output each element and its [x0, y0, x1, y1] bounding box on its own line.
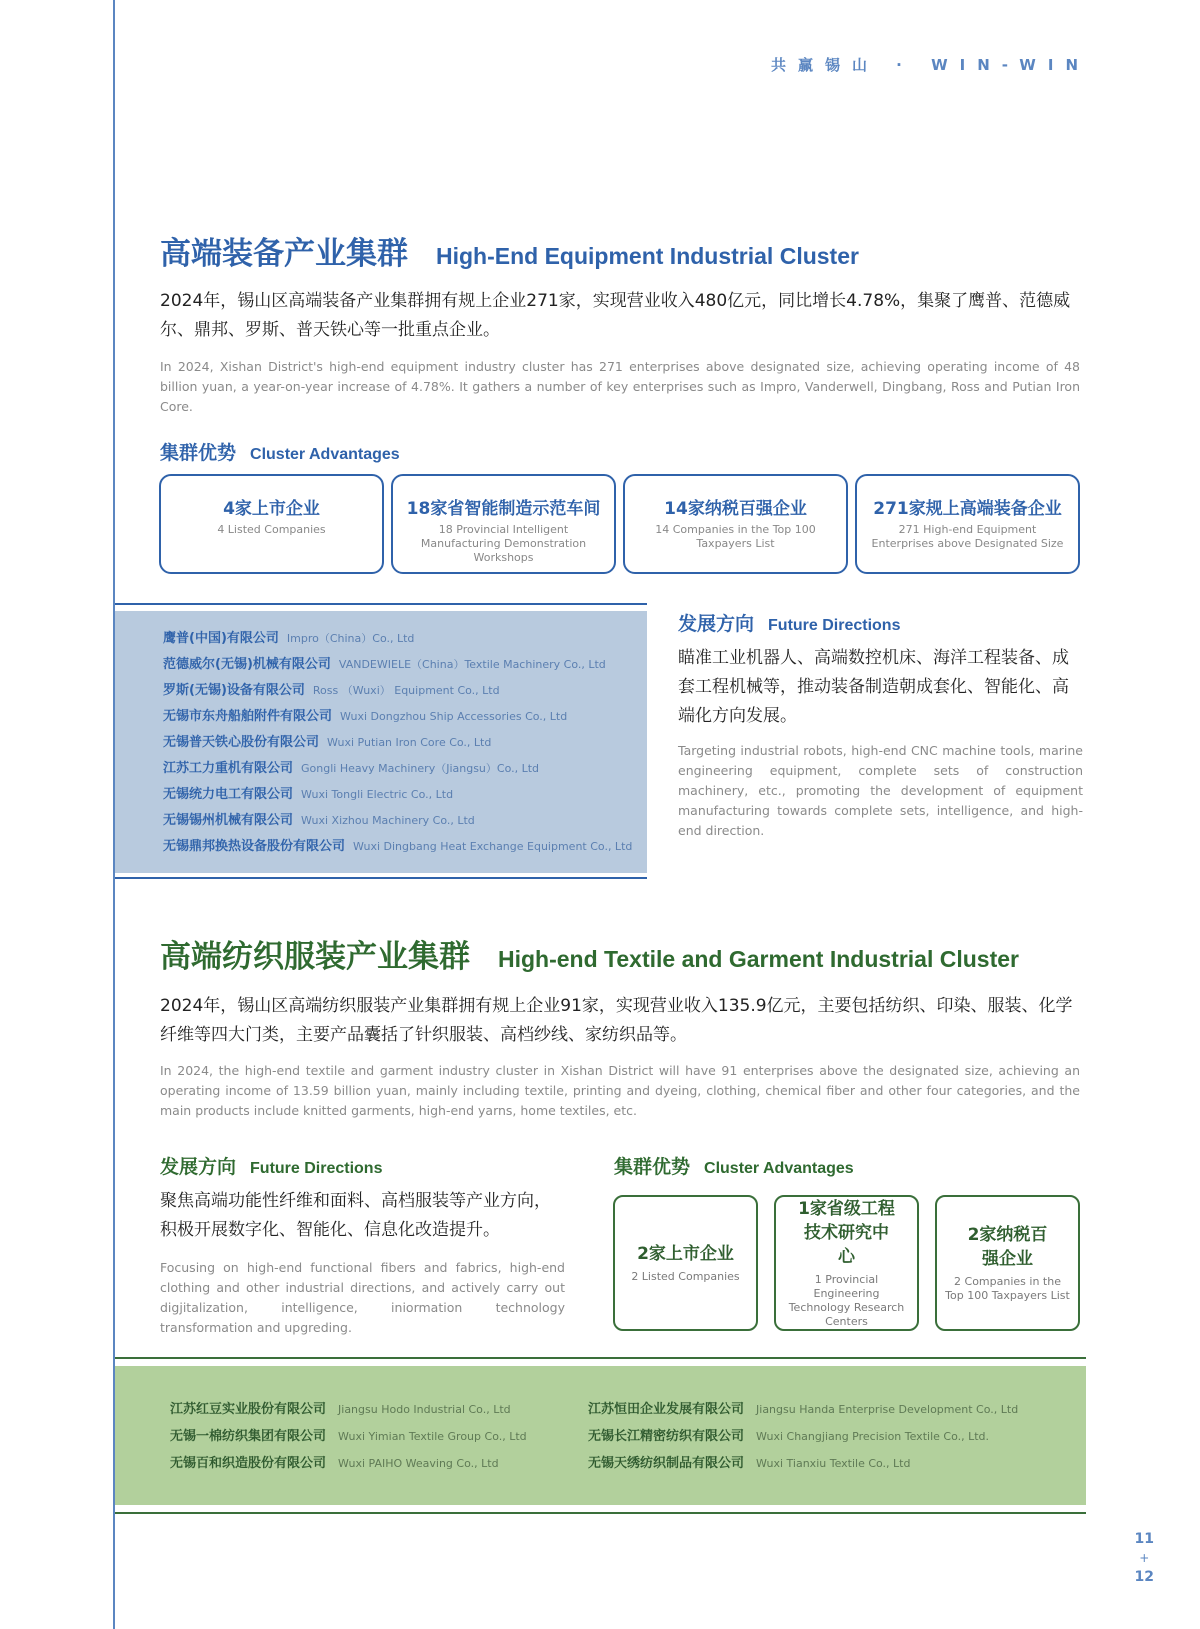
textile-advantage-card [774, 1195, 919, 1331]
textile-title-zh: 高端纺织服装产业集群 [160, 939, 470, 975]
equipment-section-title [160, 228, 859, 273]
list-item [588, 1425, 1018, 1452]
equipment-title-zh: 高端装备产业集群 [160, 236, 408, 272]
company-name-zh: 无锡市东舟船舶附件有限公司 [163, 709, 333, 724]
company-name-zh: 江苏红豆实业股份有限公司 [170, 1402, 327, 1417]
equipment-companies-bottom-rule [115, 877, 647, 879]
company-name-en: Wuxi Xizhou Machinery Co., Ltd [301, 814, 475, 827]
equipment-advantage-card [159, 474, 384, 574]
equipment-directions-text-en: Targeting industrial robots, high-end CNC machine tools, marine engineering equipment, complete sets of construction machinery, etc., promoting the development of equipment manufacturing towards complete sets, intelligence, and high-end direction. [678, 743, 1083, 838]
company-name-zh: 江苏恒田企业发展有限公司 [588, 1402, 745, 1417]
list-item [588, 1452, 1018, 1479]
equipment-directions-zh: 发展方向 [678, 613, 755, 635]
card-title: 2家上市企业 [637, 1244, 734, 1264]
company-name-zh: 范德威尔(无锡)机械有限公司 [163, 657, 331, 672]
card-subtitle: 2 Companies in the Top 100 Taxpayers List [945, 1275, 1070, 1302]
textile-advantage-card [613, 1195, 758, 1331]
list-item [163, 731, 632, 757]
textile-company-list-left [170, 1398, 527, 1479]
list-item [163, 809, 632, 835]
textile-company-list-right [588, 1398, 1018, 1479]
card-title: 14家纳税百强企业 [664, 499, 807, 519]
company-name-zh: 鹰普(中国)有限公司 [163, 631, 279, 646]
list-item [588, 1398, 1018, 1425]
card-subtitle: 2 Listed Companies [631, 1270, 740, 1283]
list-item [163, 627, 632, 653]
equipment-intro-en: In 2024, Xishan District's high-end equipment industry cluster has 271 enterprises above designated size, achieving operating income of 48 billion yuan, a year-on-year increase of 4.78%. It gathers a number of key enterprises such as Impro, Vanderwell, Dingbang, Ross and Putian Iron Core. [160, 359, 1080, 414]
textile-intro-en: In 2024, the high-end textile and garment industry cluster in Xishan District will have 91 enterprises above the designated size, achieving an operating income of 13.59 billion yuan, mainly including textile, printing and dyeing, clothing, chemical fiber and other four categories, and the main products include knitted garments, high-end yarns, home textiles, etc. [160, 1063, 1080, 1118]
list-item [163, 653, 632, 679]
textile-directions-en: Future Directions [250, 1160, 383, 1177]
company-name-zh: 无锡一棉纺织集团有限公司 [170, 1429, 327, 1444]
company-name-en: VANDEWIELE（China）Textile Machinery Co., Ltd [338, 658, 606, 671]
company-name-zh: 无锡锡州机械有限公司 [163, 813, 294, 828]
page-number-left: 11 [1134, 1531, 1154, 1547]
page-number [1135, 1530, 1154, 1587]
list-item [170, 1452, 527, 1479]
card-title: 18家省智能制造示范车间 [406, 499, 601, 519]
textile-advantages-en: Cluster Advantages [704, 1160, 854, 1177]
equipment-advantage-card [391, 474, 616, 574]
company-name-en: Wuxi Changjiang Precision Textile Co., Ltd. [756, 1430, 990, 1443]
company-name-en: Gongli Heavy Machinery（Jiangsu）Co., Ltd [301, 762, 540, 775]
company-name-en: Jiangsu Hodo Industrial Co., Ltd [338, 1403, 511, 1416]
textile-section-title [160, 931, 1019, 976]
company-name-en: Ross （Wuxi） Equipment Co., Ltd [312, 684, 500, 697]
equipment-companies-top-rule [115, 603, 647, 605]
company-name-zh: 无锡长江精密纺织有限公司 [588, 1429, 745, 1444]
list-item [163, 705, 632, 731]
equipment-intro-zh: 2024年，锡山区高端装备产业集群拥有规上企业271家，实现营业收入480亿元，同比增长4.78%，集聚了鹰普、范德威尔、鼎邦、罗斯、普天铁心等一批重点企业。 [160, 291, 1071, 340]
textile-directions-heading [160, 1152, 382, 1179]
card-title: 1家省级工程技术研究中心 [798, 1199, 895, 1267]
equipment-directions-en: Future Directions [768, 617, 901, 634]
list-item [163, 679, 632, 705]
company-name-en: Wuxi Putian Iron Core Co., Ltd [327, 736, 492, 749]
equipment-advantages-zh: 集群优势 [160, 442, 237, 464]
equipment-directions-heading [678, 609, 900, 636]
company-name-zh: 无锡普天铁心股份有限公司 [163, 735, 320, 750]
equipment-company-list [163, 627, 632, 861]
company-name-en: Impro（China）Co., Ltd [286, 632, 415, 645]
company-name-en: Wuxi Tongli Electric Co., Ltd [301, 788, 454, 801]
textile-directions-zh: 发展方向 [160, 1156, 237, 1178]
company-name-zh: 江苏工力重机有限公司 [163, 761, 294, 776]
card-subtitle: 18 Provincial Intelligent Manufacturing Demonstration Workshops [420, 523, 587, 564]
company-name-en: Wuxi Dongzhou Ship Accessories Co., Ltd [340, 710, 568, 723]
company-name-en: Wuxi Yimian Textile Group Co., Ltd [338, 1430, 527, 1443]
company-name-zh: 罗斯(无锡)设备有限公司 [163, 683, 305, 698]
card-subtitle: 4 Listed Companies [217, 523, 326, 536]
company-name-zh: 无锡统力电工有限公司 [163, 787, 294, 802]
equipment-advantage-card [623, 474, 848, 574]
card-subtitle: 1 Provincial Engineering Technology Research Centers [788, 1273, 905, 1328]
textile-title-en: High-end Textile and Garment Industrial Cluster [498, 946, 1019, 972]
equipment-advantage-card [855, 474, 1080, 574]
textile-companies-bottom-rule [115, 1512, 1086, 1514]
company-name-zh: 无锡鼎邦换热设备股份有限公司 [163, 839, 346, 854]
card-subtitle: 14 Companies in the Top 100 Taxpayers List [655, 523, 816, 550]
textile-advantage-card [935, 1195, 1080, 1331]
card-subtitle: 271 High-end Equipment Enterprises above Designated Size [871, 523, 1064, 550]
list-item [163, 835, 632, 861]
equipment-directions-text-zh: 瞄准工业机器人、高端数控机床、海洋工程装备、成套工程机械等，推动装备制造朝成套化、智能化、高端化方向发展。 [678, 648, 1069, 726]
list-item [163, 757, 632, 783]
company-name-zh: 无锡天绣纺织制品有限公司 [588, 1456, 745, 1471]
textile-intro-zh: 2024年，锡山区高端纺织服装产业集群拥有规上企业91家，实现营业收入135.9亿元，主要包括纺织、印染、服装、化学纤维等四大门类，主要产品囊括了针织服装、高档纱线、家纺织品等。 [160, 996, 1073, 1045]
equipment-title-en: High-End Equipment Industrial Cluster [436, 243, 859, 269]
company-name-en: Jiangsu Handa Enterprise Development Co., Ltd [756, 1403, 1019, 1416]
card-title: 4家上市企业 [223, 499, 320, 519]
textile-advantages-heading [614, 1152, 854, 1179]
textile-advantages-zh: 集群优势 [614, 1156, 691, 1178]
textile-directions-text-zh: 聚焦高端功能性纤维和面料、高档服装等产业方向，积极开展数字化、智能化、信息化改造提升。 [160, 1191, 551, 1240]
page-number-right: 12 [1134, 1569, 1154, 1585]
card-title: 271家规上高端装备企业 [873, 499, 1062, 519]
list-item [170, 1398, 527, 1425]
list-item [163, 783, 632, 809]
company-name-en: Wuxi Tianxiu Textile Co., Ltd [756, 1457, 911, 1470]
equipment-advantages-heading [160, 438, 400, 465]
textile-directions-text-en: Focusing on high-end functional fibers and fabrics, high-end clothing and other industrial directions, and actively carry out digjitalization, intelligence, iniormation technology transformation and upgreding. [160, 1260, 565, 1335]
company-name-zh: 无锡百和织造股份有限公司 [170, 1456, 327, 1471]
textile-companies-top-rule [115, 1357, 1086, 1359]
company-name-en: Wuxi Dingbang Heat Exchange Equipment Co., Ltd [353, 840, 633, 853]
equipment-advantages-en: Cluster Advantages [250, 446, 400, 463]
page-number-separator: + [1139, 1551, 1150, 1565]
company-name-en: Wuxi PAIHO Weaving Co., Ltd [338, 1457, 499, 1470]
list-item [170, 1425, 527, 1452]
page-header: 共赢锡山 · WIN-WIN [770, 56, 1090, 74]
card-title: 2家纳税百强企业 [967, 1225, 1048, 1269]
